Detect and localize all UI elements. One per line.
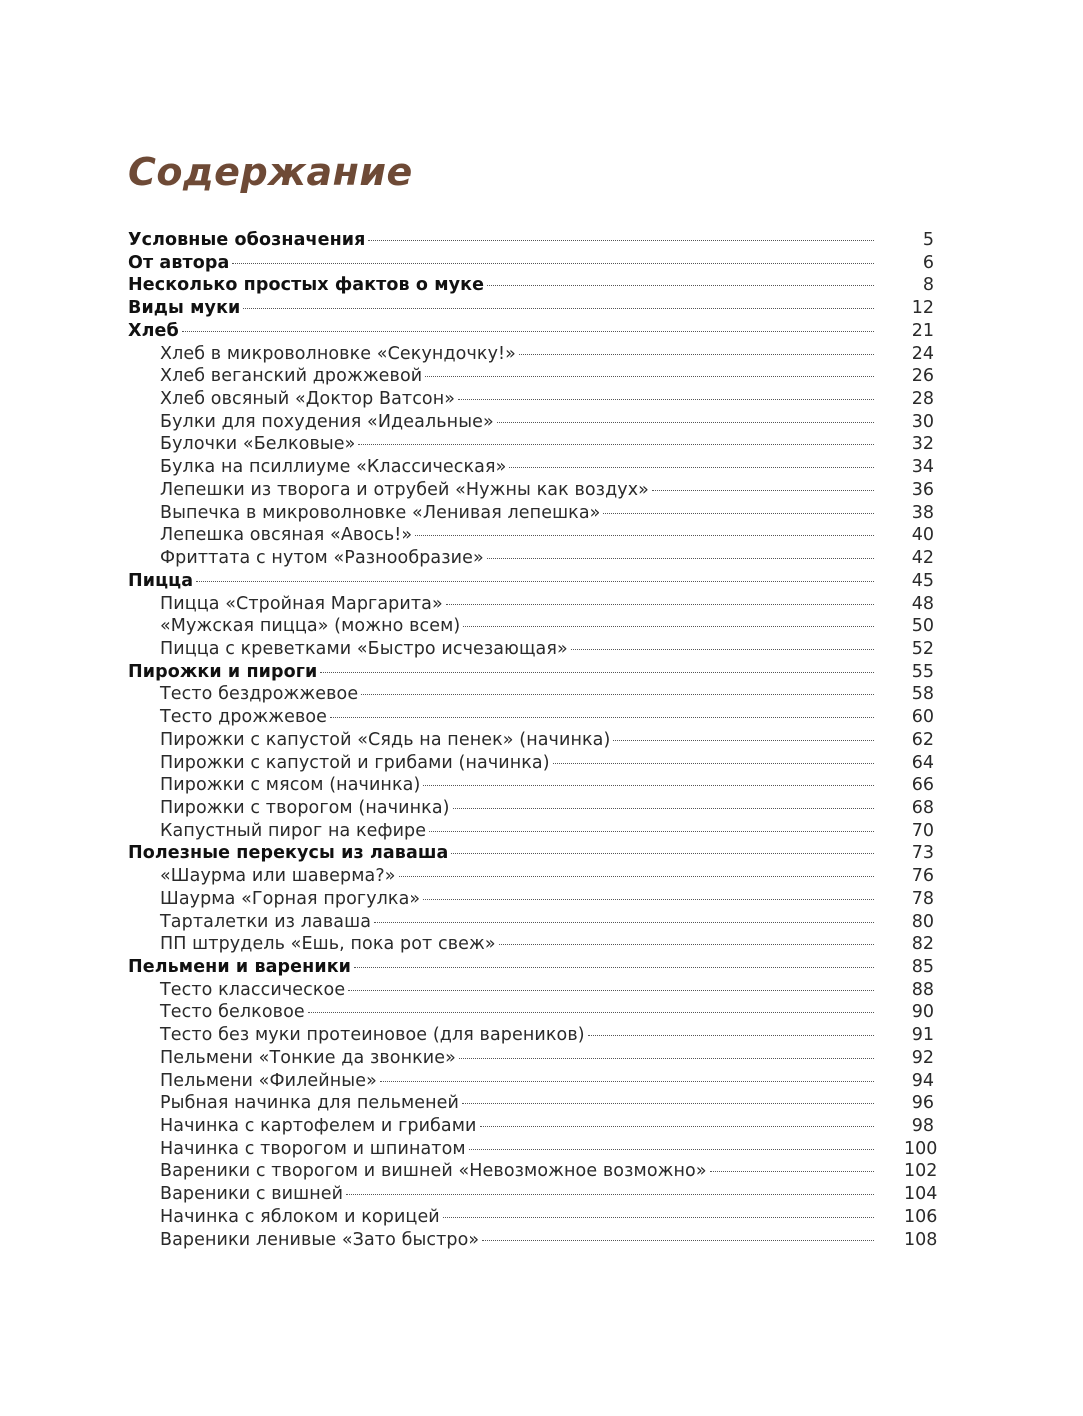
toc-entry <box>128 343 934 366</box>
toc-entry <box>128 502 934 525</box>
toc-entry-title: Шаурма «Горная прогулка» <box>160 888 421 909</box>
dot-leader <box>588 1035 874 1036</box>
dot-leader <box>330 717 874 718</box>
toc-page-number: 104 <box>904 1184 938 1205</box>
toc-section-entry <box>128 229 934 252</box>
dot-leader <box>425 376 874 377</box>
dot-leader <box>553 763 874 764</box>
toc-page-number: 40 <box>911 525 934 546</box>
toc-page-number: 64 <box>911 752 934 773</box>
toc-page-number: 92 <box>911 1047 934 1068</box>
dot-leader <box>571 649 874 650</box>
toc-page-number: 26 <box>911 366 934 387</box>
toc-entry-title: Булка на псиллиуме «Классическая» <box>160 457 507 478</box>
toc-entry-title: Пицца «Стройная Маргарита» <box>160 593 443 614</box>
dot-leader <box>399 876 874 877</box>
toc-page-number: 98 <box>911 1116 934 1137</box>
toc-entry <box>128 411 934 434</box>
toc-page-number: 88 <box>911 979 934 1000</box>
toc-entry-title: Лепешка овсяная «Авось!» <box>160 525 413 546</box>
toc-entry-title: Пирожки с капустой «Сядь на пенек» (начинка) <box>160 729 611 750</box>
dot-leader <box>346 1194 874 1195</box>
dot-leader <box>463 626 874 627</box>
toc-page-number: 76 <box>911 866 934 887</box>
toc-page-number: 94 <box>911 1070 934 1091</box>
toc-page-number: 50 <box>911 616 934 637</box>
toc-entry <box>128 1160 938 1183</box>
toc-page-number: 106 <box>904 1206 938 1227</box>
toc-entry <box>128 1070 934 1093</box>
dot-leader <box>652 490 874 491</box>
toc-page-number: 100 <box>904 1138 938 1159</box>
toc-entry-title: Пельмени «Тонкие да звонкие» <box>160 1047 456 1068</box>
toc-entry-title: Тесто белковое <box>160 1002 305 1023</box>
dot-leader <box>368 240 874 241</box>
toc-page-number: 90 <box>911 1002 934 1023</box>
dot-leader <box>462 1103 874 1104</box>
toc-entry <box>128 456 934 479</box>
toc-entry-title: Пицца <box>128 570 194 591</box>
toc-entry <box>128 933 934 956</box>
toc-entry-title: Хлеб <box>128 320 179 341</box>
dot-leader <box>196 581 874 582</box>
dot-leader <box>458 399 874 400</box>
dot-leader <box>451 853 874 854</box>
dot-leader <box>446 604 874 605</box>
toc-page-number: 66 <box>911 775 934 796</box>
dot-leader <box>509 467 874 468</box>
toc-entry <box>128 1024 934 1047</box>
dot-leader <box>519 354 874 355</box>
toc-entry <box>128 479 934 502</box>
toc-entry-title: Тесто дрожжевое <box>160 707 328 728</box>
toc-entry-title: Булочки «Белковые» <box>160 434 356 455</box>
toc-page-number: 45 <box>911 570 934 591</box>
toc-page-number: 34 <box>911 457 934 478</box>
toc-page-number: 8 <box>922 275 934 296</box>
toc-page-number: 42 <box>911 548 934 569</box>
toc-page-number: 5 <box>922 230 934 250</box>
toc-entry-title: Пирожки и пироги <box>128 661 318 682</box>
toc-entry-title: Несколько простых фактов о муке <box>128 275 485 296</box>
toc-entry <box>128 979 934 1002</box>
toc-entry-title: Вареники с творогом и вишней «Невозможное возможно» <box>160 1161 707 1182</box>
dot-leader <box>232 263 874 264</box>
toc-page-number: 70 <box>911 820 934 841</box>
toc-entry <box>128 1047 934 1070</box>
dot-leader <box>348 990 874 991</box>
dot-leader <box>710 1171 874 1172</box>
toc-section-entry <box>128 320 934 343</box>
toc-entry-title: Полезные перекусы из лаваша <box>128 843 449 864</box>
toc-entry-title: Рыбная начинка для пельменей <box>160 1093 460 1114</box>
dot-leader <box>487 558 874 559</box>
dot-leader <box>459 1058 874 1059</box>
toc-entry <box>128 1115 934 1138</box>
toc-page-number: 38 <box>911 502 934 523</box>
dot-leader <box>358 444 874 445</box>
toc-entry <box>128 1001 934 1024</box>
toc-entry-title: Вареники с вишней <box>160 1184 344 1205</box>
dot-leader <box>497 422 874 423</box>
toc-entry <box>128 433 934 456</box>
dot-leader <box>423 899 874 900</box>
dot-leader <box>480 1126 874 1127</box>
toc-entry-title: Начинка с творогом и шпинатом <box>160 1138 466 1159</box>
toc-entry-title: Начинка с картофелем и грибами <box>160 1116 477 1137</box>
toc-page-number: 60 <box>911 707 934 728</box>
toc-page-number: 48 <box>911 593 934 614</box>
toc-page-number: 108 <box>904 1229 938 1250</box>
dot-leader <box>613 740 874 741</box>
toc-entry <box>128 683 934 706</box>
toc-page-number: 91 <box>911 1025 934 1046</box>
toc-entry-title: Пирожки с мясом (начинка) <box>160 775 421 796</box>
toc-entry-title: Булки для похудения «Идеальные» <box>160 411 494 432</box>
toc-entry <box>128 774 934 797</box>
dot-leader <box>469 1149 874 1150</box>
toc-entry-title: Вареники ленивые «Зато быстро» <box>160 1229 480 1250</box>
dot-leader <box>380 1081 874 1082</box>
toc-page-number: 102 <box>904 1161 938 1182</box>
dot-leader <box>243 308 874 309</box>
toc-entry-title: Фриттата с нутом «Разнообразие» <box>160 548 484 569</box>
toc-entry-title: ПП штрудель «Ешь, пока рот свеж» <box>160 934 496 955</box>
dot-leader <box>499 944 874 945</box>
toc-section-entry <box>128 252 934 275</box>
toc-entry-title: Тесто бездрожжевое <box>160 684 359 705</box>
toc-page-number: 30 <box>911 411 934 432</box>
toc-page-number: 80 <box>911 911 934 932</box>
toc-page-number: 82 <box>911 934 934 955</box>
toc-entry <box>128 593 934 616</box>
toc-entry-title: Пельмени и вареники <box>128 957 352 977</box>
toc-entry-title: Тесто без муки протеиновое (для вареников) <box>160 1025 585 1046</box>
toc-page-number: 36 <box>911 479 934 500</box>
toc-entry <box>128 706 934 729</box>
dot-leader <box>423 785 874 786</box>
toc-entry-title: «Мужская пицца» (можно всем) <box>160 616 461 637</box>
toc-page-number: 6 <box>922 252 934 273</box>
toc-entry-title: Условные обозначения <box>128 230 366 250</box>
dot-leader <box>443 1217 874 1218</box>
dot-leader <box>487 285 874 286</box>
dot-leader <box>429 831 874 832</box>
toc-entry <box>128 1138 938 1161</box>
dot-leader <box>320 672 874 673</box>
toc-entry <box>128 524 934 547</box>
toc-entry-title: Капустный пирог на кефире <box>160 820 427 841</box>
toc-entry-title: Виды муки <box>128 298 241 319</box>
toc-entry <box>128 615 934 638</box>
toc-page-number: 12 <box>911 298 934 319</box>
toc-entry <box>128 820 934 843</box>
toc-page-number: 68 <box>911 797 934 818</box>
toc-entry <box>128 388 934 411</box>
toc-section-entry <box>128 956 934 979</box>
table-of-contents <box>128 229 938 1251</box>
toc-entry-title: Хлеб овсяный «Доктор Ватсон» <box>160 389 456 410</box>
toc-entry <box>128 1092 934 1115</box>
toc-entry-title: Лепешки из творога и отрубей «Нужны как воздух» <box>160 479 649 500</box>
toc-entry <box>128 365 934 388</box>
dot-leader <box>603 513 874 514</box>
toc-entry-title: Хлеб веганский дрожжевой <box>160 366 423 387</box>
toc-entry <box>128 888 934 911</box>
toc-entry-title: Пирожки с творогом (начинка) <box>160 797 450 818</box>
toc-entry-title: Пельмени «Филейные» <box>160 1070 377 1091</box>
toc-page-number: 62 <box>911 729 934 750</box>
toc-page-number: 32 <box>911 434 934 455</box>
toc-page-number: 52 <box>911 638 934 659</box>
toc-page-number: 24 <box>911 343 934 364</box>
toc-section-entry <box>128 842 934 865</box>
toc-entry <box>128 547 934 570</box>
toc-entry <box>128 729 934 752</box>
toc-entry <box>128 752 934 775</box>
toc-page-number: 55 <box>911 661 934 682</box>
toc-section-entry <box>128 297 934 320</box>
toc-entry <box>128 865 934 888</box>
toc-entry-title: Пицца с креветками «Быстро исчезающая» <box>160 638 568 659</box>
toc-page-number: 78 <box>911 888 934 909</box>
toc-entry <box>128 1206 938 1229</box>
toc-entry-title: От автора <box>128 252 230 273</box>
dot-leader <box>182 331 874 332</box>
toc-entry-title: Тесто классическое <box>160 979 346 1000</box>
dot-leader <box>308 1012 874 1013</box>
toc-page-number: 73 <box>911 843 934 864</box>
toc-entry <box>128 1183 938 1206</box>
toc-entry-title: Тарталетки из лаваша <box>160 911 372 932</box>
toc-entry-title: Хлеб в микроволновке «Секундочку!» <box>160 343 516 364</box>
toc-section-entry <box>128 570 934 593</box>
toc-section-entry <box>128 661 934 684</box>
dot-leader <box>482 1240 874 1241</box>
toc-page-number: 96 <box>911 1093 934 1114</box>
toc-entry-title: Начинка с яблоком и корицей <box>160 1206 440 1227</box>
toc-page-number: 58 <box>911 684 934 705</box>
dot-leader <box>354 967 874 968</box>
toc-entry <box>128 1229 938 1252</box>
page-title: Содержание <box>128 150 413 194</box>
toc-page-number: 21 <box>911 320 934 341</box>
toc-entry <box>128 797 934 820</box>
toc-page-number: 28 <box>911 389 934 410</box>
toc-section-entry <box>128 274 934 297</box>
dot-leader <box>374 922 874 923</box>
toc-page-number: 85 <box>911 957 934 977</box>
toc-entry-title: Выпечка в микроволновке «Ленивая лепешка» <box>160 502 601 523</box>
toc-entry <box>128 638 934 661</box>
toc-entry-title: Пирожки с капустой и грибами (начинка) <box>160 752 550 773</box>
dot-leader <box>453 808 874 809</box>
dot-leader <box>361 694 874 695</box>
toc-entry-title: «Шаурма или шаверма?» <box>160 866 396 887</box>
dot-leader <box>415 535 874 536</box>
toc-entry <box>128 911 934 934</box>
